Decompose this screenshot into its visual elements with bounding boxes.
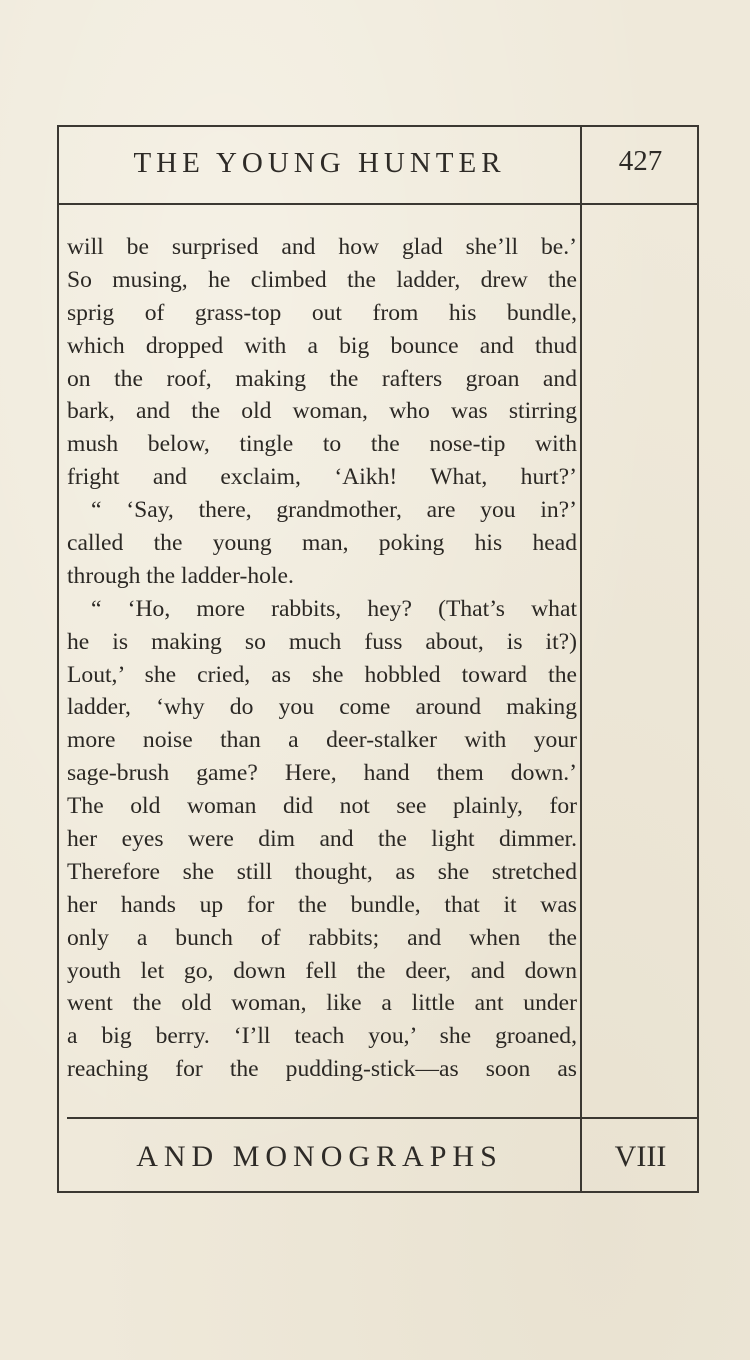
text-line: reaching for the pudding-stick—as soon as: [67, 1056, 577, 1083]
text-line: called the young man, poking his head: [67, 530, 577, 557]
text-line: fright and exclaim, ‘Aikh! What, hurt?’: [67, 464, 577, 491]
header-rule: [59, 203, 697, 205]
text-line: So musing, he climbed the ladder, drew the: [67, 266, 577, 293]
text-line: bark, and the old woman, who was stirring: [67, 398, 577, 425]
text-line: “ ‘Say, there, grandmother, are you in?’: [91, 497, 577, 524]
text-line: will be surprised and how glad she’ll be.’: [67, 234, 577, 260]
text-line: sage-brush game? Here, hand them down.’: [67, 760, 577, 787]
text-line: Lout,’ she cried, as she hobbled toward the: [67, 661, 577, 688]
text-line: sprig of grass-top out from his bundle,: [67, 299, 577, 326]
page-frame: [57, 125, 699, 1193]
column-divider: [580, 127, 582, 1191]
text-line: her eyes were dim and the light dimmer.: [67, 826, 577, 853]
text-line: “ ‘Ho, more rabbits, hey? (That’s what: [91, 595, 577, 622]
text-line: youth let go, down fell the deer, and down: [67, 957, 577, 984]
text-line: Therefore she still thought, as she stretched: [67, 858, 577, 885]
text-line: went the old woman, like a little ant under: [67, 990, 577, 1017]
text-line: her hands up for the bundle, that it was: [67, 891, 577, 918]
running-head-title: THE YOUNG HUNTER: [133, 147, 506, 179]
footer-rule: [67, 1117, 699, 1119]
text-line: he is making so much fuss about, is it?): [67, 628, 577, 655]
text-line: which dropped with a big bounce and thud: [67, 332, 577, 359]
text-line: mush below, tingle to the nose-tip with: [67, 431, 577, 458]
text-line: on the roof, making the rafters groan and: [67, 365, 577, 392]
text-line: ladder, ‘why do you come around making: [67, 694, 577, 721]
volume-number: VIII: [614, 1140, 667, 1173]
text-line: a big berry. ‘I’ll teach you,’ she groaned,: [67, 1023, 577, 1050]
text-line: only a bunch of rabbits; and when the: [67, 924, 577, 951]
page-number: 427: [618, 145, 663, 177]
body-text: [67, 231, 577, 1086]
text-line: through the ladder-hole.: [67, 562, 294, 589]
text-line: more noise than a deer-stalker with your: [67, 727, 577, 754]
running-foot-title: AND MONOGRAPHS: [136, 1140, 503, 1173]
text-line: The old woman did not see plainly, for: [67, 793, 577, 820]
